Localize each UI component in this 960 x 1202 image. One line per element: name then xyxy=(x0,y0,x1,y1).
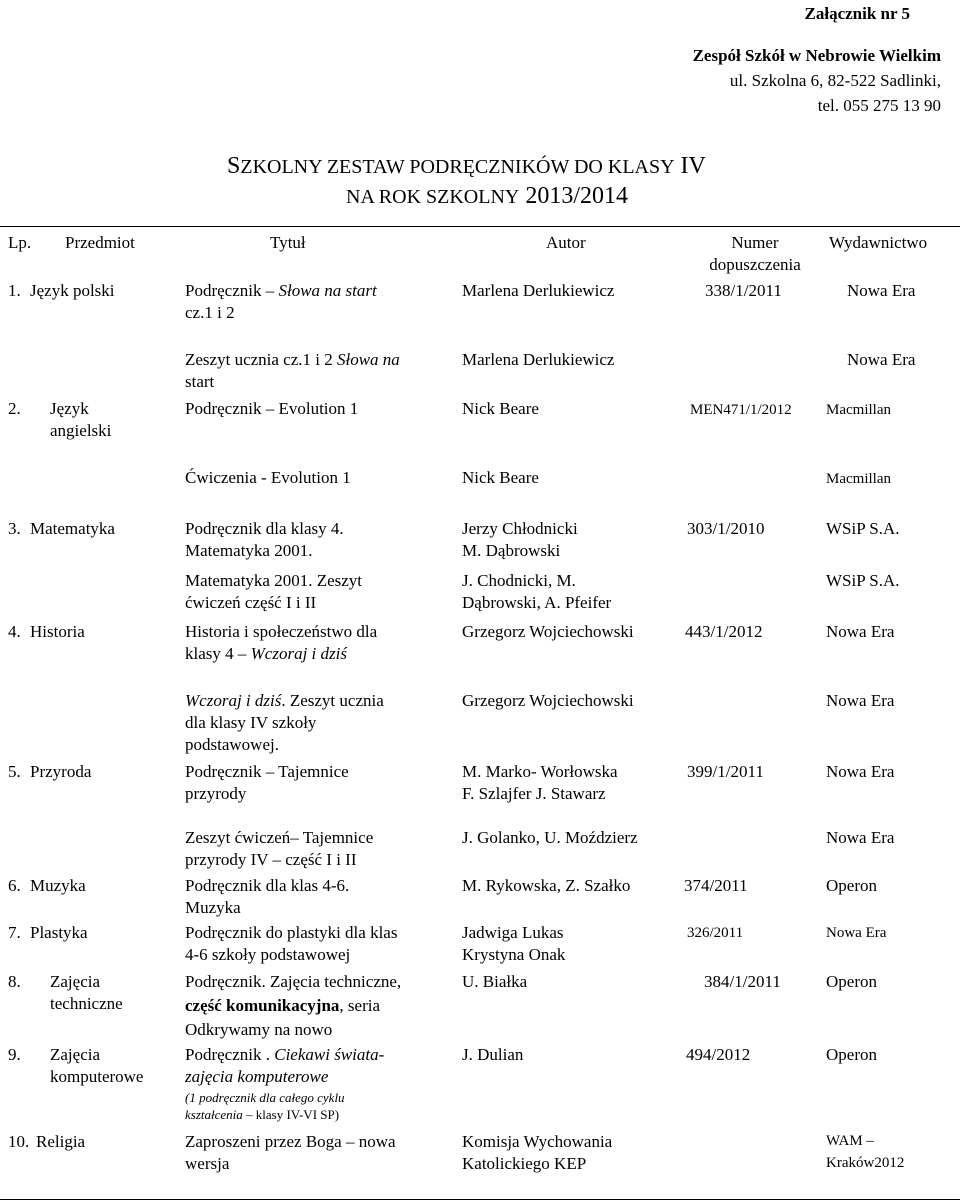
row-title: Podręcznik dla klas 4-6. xyxy=(185,876,350,895)
page-title-line2: NA ROK SZKOLNY 2013/2014 xyxy=(346,183,629,209)
header-title: Tytuł xyxy=(270,233,306,252)
row-title-line2: część komunikacyjna, seria xyxy=(185,996,381,1015)
row-author-line2: F. Szlajfer J. Stawarz xyxy=(462,784,606,803)
row-lp: 4. xyxy=(8,622,21,641)
row-title-line2: cz.1 i 2 xyxy=(185,303,235,322)
row-title-line2: start xyxy=(185,372,215,391)
row-title: Ćwiczenia - Evolution 1 xyxy=(185,468,351,487)
row-author: M. Marko- Worłowska xyxy=(462,762,618,781)
row-publisher: WSiP S.A. xyxy=(826,571,900,590)
row-publisher: Nowa Era xyxy=(847,350,916,369)
row-subject: Religia xyxy=(36,1132,86,1151)
row-subject: Język xyxy=(50,399,89,418)
row-author: Nick Beare xyxy=(462,468,539,487)
row-number: 384/1/2011 xyxy=(704,972,781,991)
row-number: 443/1/2012 xyxy=(685,622,763,641)
row-lp: 8. xyxy=(8,972,21,991)
row-title-line2: klasy 4 – Wczoraj i dziś xyxy=(185,644,347,663)
row-author: Nick Beare xyxy=(462,399,539,418)
header-lp: Lp. xyxy=(8,233,32,252)
header-publisher: Wydawnictwo xyxy=(829,233,928,252)
row-title-line2: przyrody xyxy=(185,784,247,803)
row-title-line3: podstawowej. xyxy=(185,735,279,754)
row-author: J. Golanko, U. Moździerz xyxy=(462,828,638,847)
row-title-line4: kształcenia – klasy IV-VI SP) xyxy=(185,1107,340,1122)
row-author: Grzegorz Wojciechowski xyxy=(462,622,634,641)
row-lp: 9. xyxy=(8,1045,21,1064)
row-author: M. Rykowska, Z. Szałko xyxy=(462,876,631,895)
row-title: Podręcznik do plastyki dla klas xyxy=(185,923,398,942)
row-lp: 5. xyxy=(8,762,21,781)
row-subject: Przyroda xyxy=(30,762,92,781)
row-author: J. Dulian xyxy=(462,1045,524,1064)
row-author: Jerzy Chłodnicki xyxy=(462,519,578,538)
row-title: Podręcznik – Słowa na start xyxy=(185,281,377,300)
row-title: Podręcznik dla klasy 4. xyxy=(185,519,344,538)
row-number: 326/2011 xyxy=(687,925,744,941)
row-lp: 1. xyxy=(8,281,21,300)
row-title-line2: przyrody IV – część I i II xyxy=(185,850,357,869)
table-top-border xyxy=(0,226,960,227)
row-title-line3: Odkrywamy na nowo xyxy=(185,1020,333,1039)
row-author: Marlena Derlukiewicz xyxy=(462,281,615,300)
row-subject-line2: komputerowe xyxy=(50,1067,144,1086)
row-title-line2: zajęcia komputerowe xyxy=(185,1067,329,1086)
row-number: 303/1/2010 xyxy=(687,519,765,538)
row-author: Grzegorz Wojciechowski xyxy=(462,691,634,710)
row-publisher: Operon xyxy=(826,876,877,895)
row-title-line2: ćwiczeń część I i II xyxy=(185,593,317,612)
header-subject: Przedmiot xyxy=(65,233,135,252)
row-author-line2: Dąbrowski, A. Pfeifer xyxy=(462,593,612,612)
row-publisher: WSiP S.A. xyxy=(826,519,900,538)
school-address: ul. Szkolna 6, 82-522 Sadlinki, xyxy=(729,71,941,90)
row-publisher: Nowa Era xyxy=(826,622,895,641)
row-author: J. Chodnicki, M. xyxy=(462,571,576,590)
row-publisher: Nowa Era xyxy=(826,691,895,710)
row-title-line2: Matematyka 2001. xyxy=(185,541,313,560)
row-number: 338/1/2011 xyxy=(705,281,782,300)
row-publisher: Macmillan xyxy=(826,402,891,418)
row-lp: 2. xyxy=(8,399,21,418)
row-publisher: Operon xyxy=(826,1045,877,1064)
row-publisher: Macmillan xyxy=(826,471,891,487)
row-author-line2: Katolickiego KEP xyxy=(462,1154,587,1173)
row-number: 399/1/2011 xyxy=(687,762,764,781)
row-subject: Plastyka xyxy=(30,923,88,942)
row-publisher: WAM – xyxy=(826,1133,874,1149)
row-number: 374/2011 xyxy=(684,876,748,895)
row-lp: 7. xyxy=(8,923,21,942)
row-title: Zaproszeni przez Boga – nowa xyxy=(185,1132,396,1151)
row-title-line2: dla klasy IV szkoły xyxy=(185,713,317,732)
row-title: Podręcznik . Ciekawi świata- xyxy=(185,1045,385,1064)
row-subject: Muzyka xyxy=(30,876,86,895)
row-title-line3: (1 podręcznik dla całego cyklu xyxy=(185,1090,345,1105)
row-author: Marlena Derlukiewicz xyxy=(462,350,615,369)
row-author-line2: Krystyna Onak xyxy=(462,945,566,964)
header-author: Autor xyxy=(546,233,586,252)
row-title: Podręcznik – Evolution 1 xyxy=(185,399,359,418)
row-title-line2: Muzyka xyxy=(185,898,241,917)
row-author-line2: M. Dąbrowski xyxy=(462,541,561,560)
row-number: MEN471/1/2012 xyxy=(690,402,792,418)
row-subject: Zajęcia xyxy=(50,1045,101,1064)
row-title: Podręcznik – Tajemnice xyxy=(185,762,349,781)
row-publisher: Nowa Era xyxy=(826,925,887,941)
table-bottom-border xyxy=(0,1199,960,1200)
header-number-line2: dopuszczenia xyxy=(709,255,801,274)
row-lp: 6. xyxy=(8,876,21,895)
row-number: 494/2012 xyxy=(686,1045,751,1064)
page-title-line1: SZKOLNY ZESTAW PODRĘCZNIKÓW DO KLASY IV xyxy=(227,153,706,179)
school-name: Zespół Szkół w Nebrowie Wielkim xyxy=(692,46,941,65)
row-title: Matematyka 2001. Zeszyt xyxy=(185,571,363,590)
row-author: Jadwiga Lukas xyxy=(462,923,564,942)
header-number: Numer xyxy=(731,233,779,252)
row-author: U. Białka xyxy=(462,972,528,991)
row-publisher: Nowa Era xyxy=(826,828,895,847)
row-lp: 10. xyxy=(8,1132,30,1151)
annex-label: Załącznik nr 5 xyxy=(804,4,910,23)
row-publisher: Operon xyxy=(826,972,877,991)
row-subject-line2: angielski xyxy=(50,421,112,440)
row-title: Podręcznik. Zajęcia techniczne, xyxy=(185,972,402,991)
row-subject: Język polski xyxy=(30,281,115,300)
row-lp: 3. xyxy=(8,519,21,538)
row-publisher: Nowa Era xyxy=(847,281,916,300)
row-title: Zeszyt ćwiczeń– Tajemnice xyxy=(185,828,374,847)
row-title: Historia i społeczeństwo dla xyxy=(185,622,378,641)
row-subject: Historia xyxy=(30,622,85,641)
row-author: Komisja Wychowania xyxy=(462,1132,613,1151)
school-phone: tel. 055 275 13 90 xyxy=(817,96,941,115)
row-title: Wczoraj i dziś. Zeszyt ucznia xyxy=(185,691,384,710)
row-title: Zeszyt ucznia cz.1 i 2 Słowa na xyxy=(185,350,400,369)
row-subject: Zajęcia xyxy=(50,972,101,991)
row-publisher: Nowa Era xyxy=(826,762,895,781)
row-publisher-line2: Kraków2012 xyxy=(826,1155,905,1171)
row-title-line2: wersja xyxy=(185,1154,230,1173)
row-subject-line2: techniczne xyxy=(50,994,123,1013)
row-title-line2: 4-6 szkoły podstawowej xyxy=(185,945,351,964)
row-subject: Matematyka xyxy=(30,519,115,538)
